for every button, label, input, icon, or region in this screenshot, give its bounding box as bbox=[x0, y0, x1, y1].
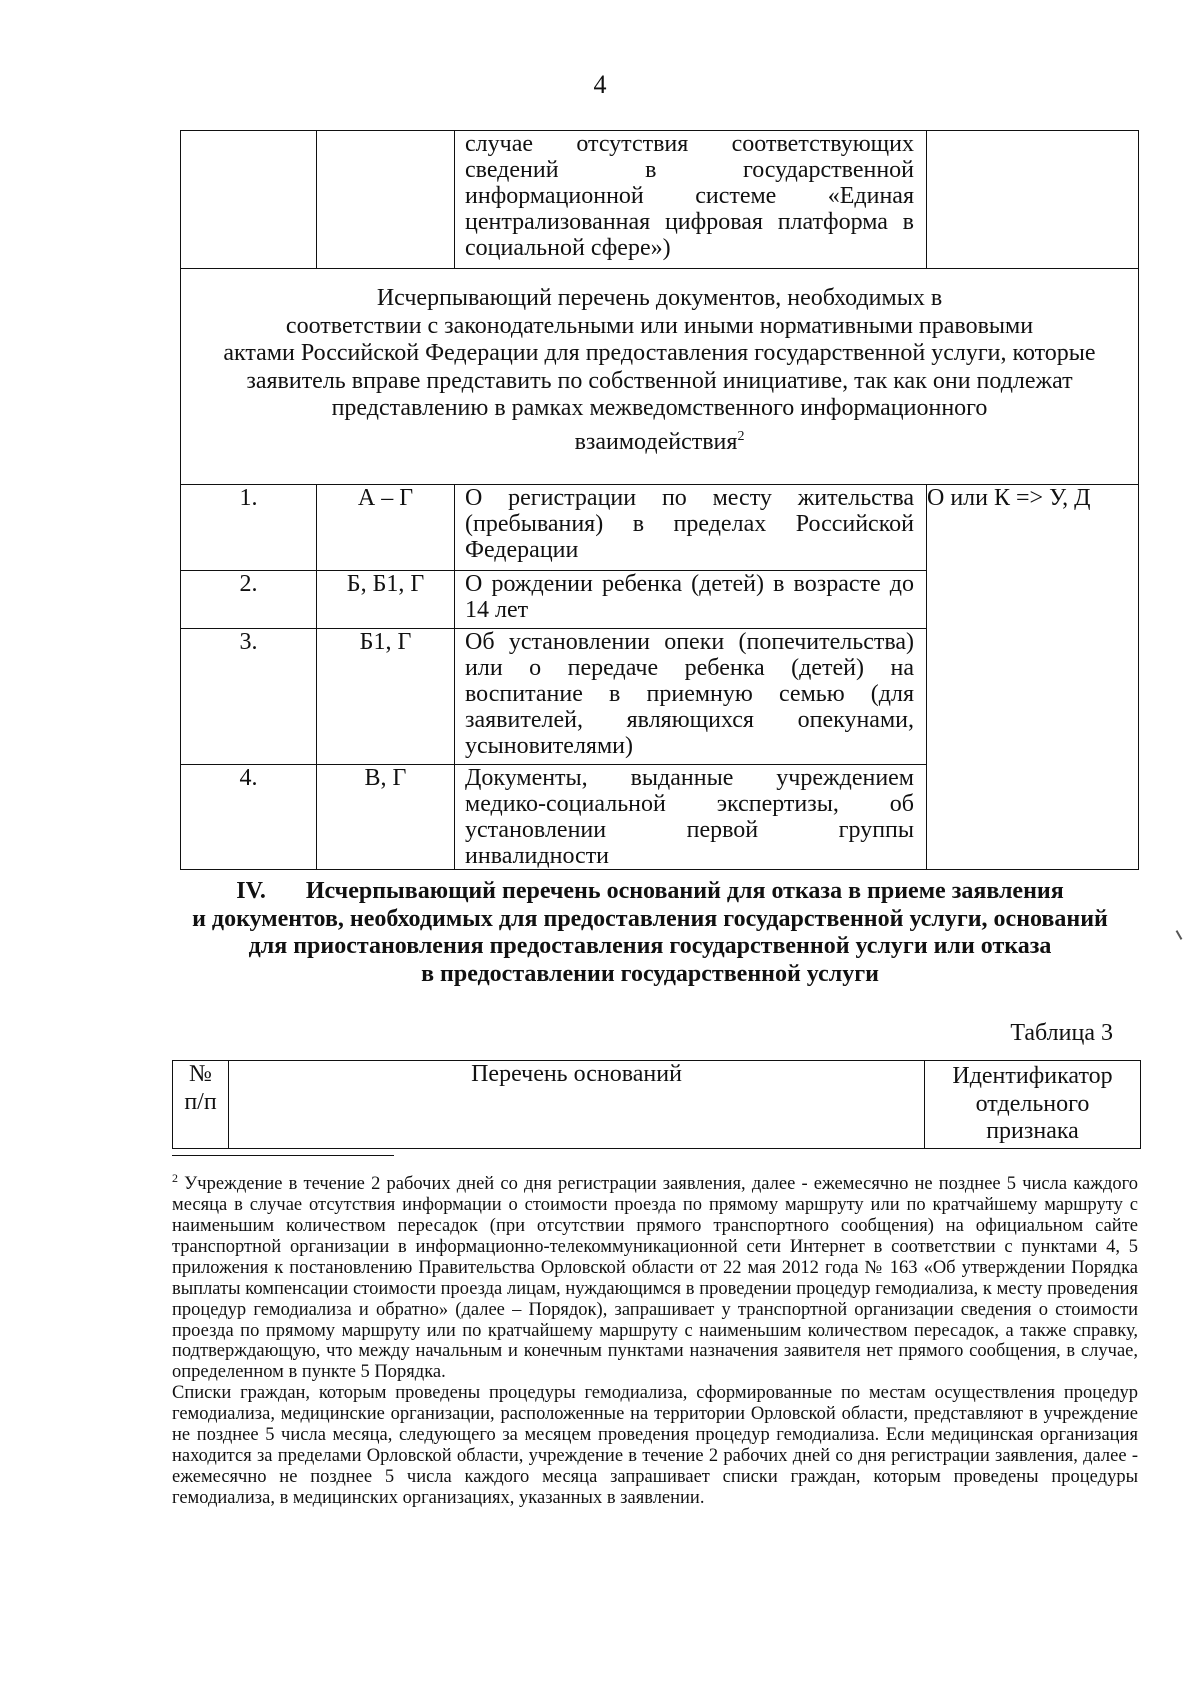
text-line: информационной системе «Единая bbox=[465, 183, 914, 209]
table-header-row bbox=[173, 1061, 1141, 1149]
text-line: О регистрации по месту жительства bbox=[465, 485, 914, 511]
text-line: воспитание в приемную семью (для bbox=[465, 681, 914, 707]
table-row-continued bbox=[181, 131, 1139, 269]
text-line: установлении первой группы инвалидности bbox=[465, 817, 914, 869]
text-line: заявителей, являющихся опекунами, bbox=[465, 707, 914, 733]
header-line: Исчерпывающий перечень документов, необходимых в bbox=[376, 285, 943, 311]
cell-description bbox=[455, 485, 927, 571]
footnote-number: 2 bbox=[172, 1171, 178, 1185]
cell-empty bbox=[181, 131, 317, 269]
header-line: представлению в рамках межведомственного информационного bbox=[331, 395, 988, 421]
cell-empty bbox=[927, 131, 1139, 269]
footnote bbox=[172, 1168, 1138, 1509]
row-number: 1. bbox=[181, 485, 317, 571]
description-text bbox=[455, 629, 926, 759]
description-text bbox=[455, 485, 926, 563]
text-line: централизованная цифровая платформа в bbox=[465, 209, 914, 235]
row-number: 3. bbox=[181, 629, 317, 765]
cell-description bbox=[455, 131, 927, 269]
grounds-table bbox=[172, 1060, 1141, 1149]
column-list: Перечень оснований bbox=[229, 1061, 925, 1149]
text-line: (пребывания) в пределах Российской bbox=[465, 511, 914, 537]
table-row bbox=[181, 485, 1139, 571]
text-line: социальной сфере») bbox=[465, 235, 671, 261]
cell-description bbox=[455, 765, 927, 870]
footnote-paragraph: $^2$ Учреждение в течение 2 рабочих дней со дня регистрации заявления, далее - ежемесячно не позднее 5 числа каждого месяца в случае отсутствия информации о стоимости проезда по прямому маршруту или по кратчайшему маршруту с наименьшим количеством пересадок (при отсутствии прямого транспортного сообщения) на официальном сайте транспортной организации в информационно-телекоммуникационной сети Интернет в соответствии с пунктами 4, 5 приложения к постановлению Правительства Орловской области от 22 мая 2012 года № 163 «Об утверждении Порядка выплаты компенсации стоимости проезда лицам, нуждающимся в проведении процедур гемодиализа, к месту проведения процедур гемодиализа и обратно» (далее – Порядок), запрашивает у транспортной организации сведения о стоимости проезда по прямому маршруту или по кратчайшему маршруту с наименьшим количеством пересадок, а также справку, подтверждающую, что между начальным и конечным пунктами назначения заявителя нет прямого сообщения, в случае, определенном в пункте 5 Порядка. bbox=[172, 1171, 1138, 1383]
row-codes: А – Г bbox=[317, 485, 455, 571]
section-heading-line: IV. Исчерпывающий перечень оснований для отказа в приеме заявления bbox=[236, 878, 1064, 904]
text-line: 14 лет bbox=[465, 597, 529, 623]
row-number: 4. bbox=[181, 765, 317, 870]
cell-description bbox=[455, 629, 927, 765]
section-number: IV. bbox=[236, 878, 266, 904]
table-label: Таблица 3 bbox=[1010, 1020, 1113, 1046]
text-line: Об установлении опеки (попечительства) bbox=[465, 629, 914, 655]
footnote-paragraph: Списки граждан, которым проведены процедуры гемодиализа, сформированные по местам осуществления процедур гемодиализа, медицинские организации, расположенные на территории Орловской области, представляют в учреждение не позднее 5 числа месяца, следующего за месяцем проведения процедур гемодиализа. Если медицинская организация находится за пределами Орловской области, учреждение в течение 2 рабочих дней со дня регистрации заявления, далее - ежемесячно не позднее 5 числа каждого месяца запрашивает списки граждан, которым проведены процедуры гемодиализа, в медицинских организациях, указанных в заявлении. bbox=[172, 1383, 1138, 1508]
text-line: или о передаче ребенка (детей) на bbox=[465, 655, 914, 681]
row-number: 2. bbox=[181, 571, 317, 629]
section-heading bbox=[160, 878, 1140, 988]
text-line: усыновителями) bbox=[465, 733, 633, 759]
description-text bbox=[455, 131, 926, 261]
section-heading-line: для приостановления предоставления государственной услуги или отказа bbox=[248, 933, 1052, 959]
column-identifier: Идентификатор отдельного признака bbox=[925, 1061, 1141, 1149]
section-heading-line: в предоставлении государственной услуги bbox=[421, 960, 879, 987]
column-number: № п/п bbox=[173, 1061, 229, 1149]
header-line: заявитель вправе представить по собственной инициативе, так как они подлежат bbox=[246, 367, 1073, 394]
cell-empty bbox=[317, 131, 455, 269]
text-line: медико-социальной экспертизы, об bbox=[465, 791, 914, 817]
documents-table bbox=[180, 130, 1139, 870]
scan-speck bbox=[1176, 930, 1183, 940]
footnote-separator bbox=[172, 1155, 394, 1156]
page-number: 4 bbox=[593, 70, 607, 99]
description-text bbox=[455, 765, 926, 869]
row-codes: Б, Б1, Г bbox=[317, 571, 455, 629]
text-line: сведений в государственной bbox=[465, 157, 914, 183]
row-codes: Б1, Г bbox=[317, 629, 455, 765]
header-line: актами Российской Федерации для предоставления государственной услуги, которые bbox=[223, 340, 1096, 366]
table-section-header bbox=[181, 269, 1139, 485]
cell-description bbox=[455, 571, 927, 629]
header-line: соответствии с законодательными или иными нормативными правовыми bbox=[285, 312, 1034, 339]
text-line: О рождении ребенка (детей) в возрасте до bbox=[465, 571, 914, 597]
rule-cell: О или К => У, Д bbox=[927, 485, 1139, 870]
section-heading-line: и документов, необходимых для предоставления государственной услуги, оснований bbox=[192, 905, 1108, 932]
footnote-reference: 2 bbox=[737, 428, 745, 444]
section-header-last-line: взаимодействия$^2$ bbox=[574, 428, 745, 455]
row-codes: В, Г bbox=[317, 765, 455, 870]
section-header-lines bbox=[201, 285, 1118, 423]
table-header-row bbox=[181, 269, 1139, 485]
description-text bbox=[455, 571, 926, 623]
text-line: Документы, выданные учреждением bbox=[465, 765, 914, 791]
text-line: Федерации bbox=[465, 537, 579, 563]
text-line: случае отсутствия соответствующих bbox=[465, 131, 914, 157]
section-header-text bbox=[181, 269, 1138, 468]
